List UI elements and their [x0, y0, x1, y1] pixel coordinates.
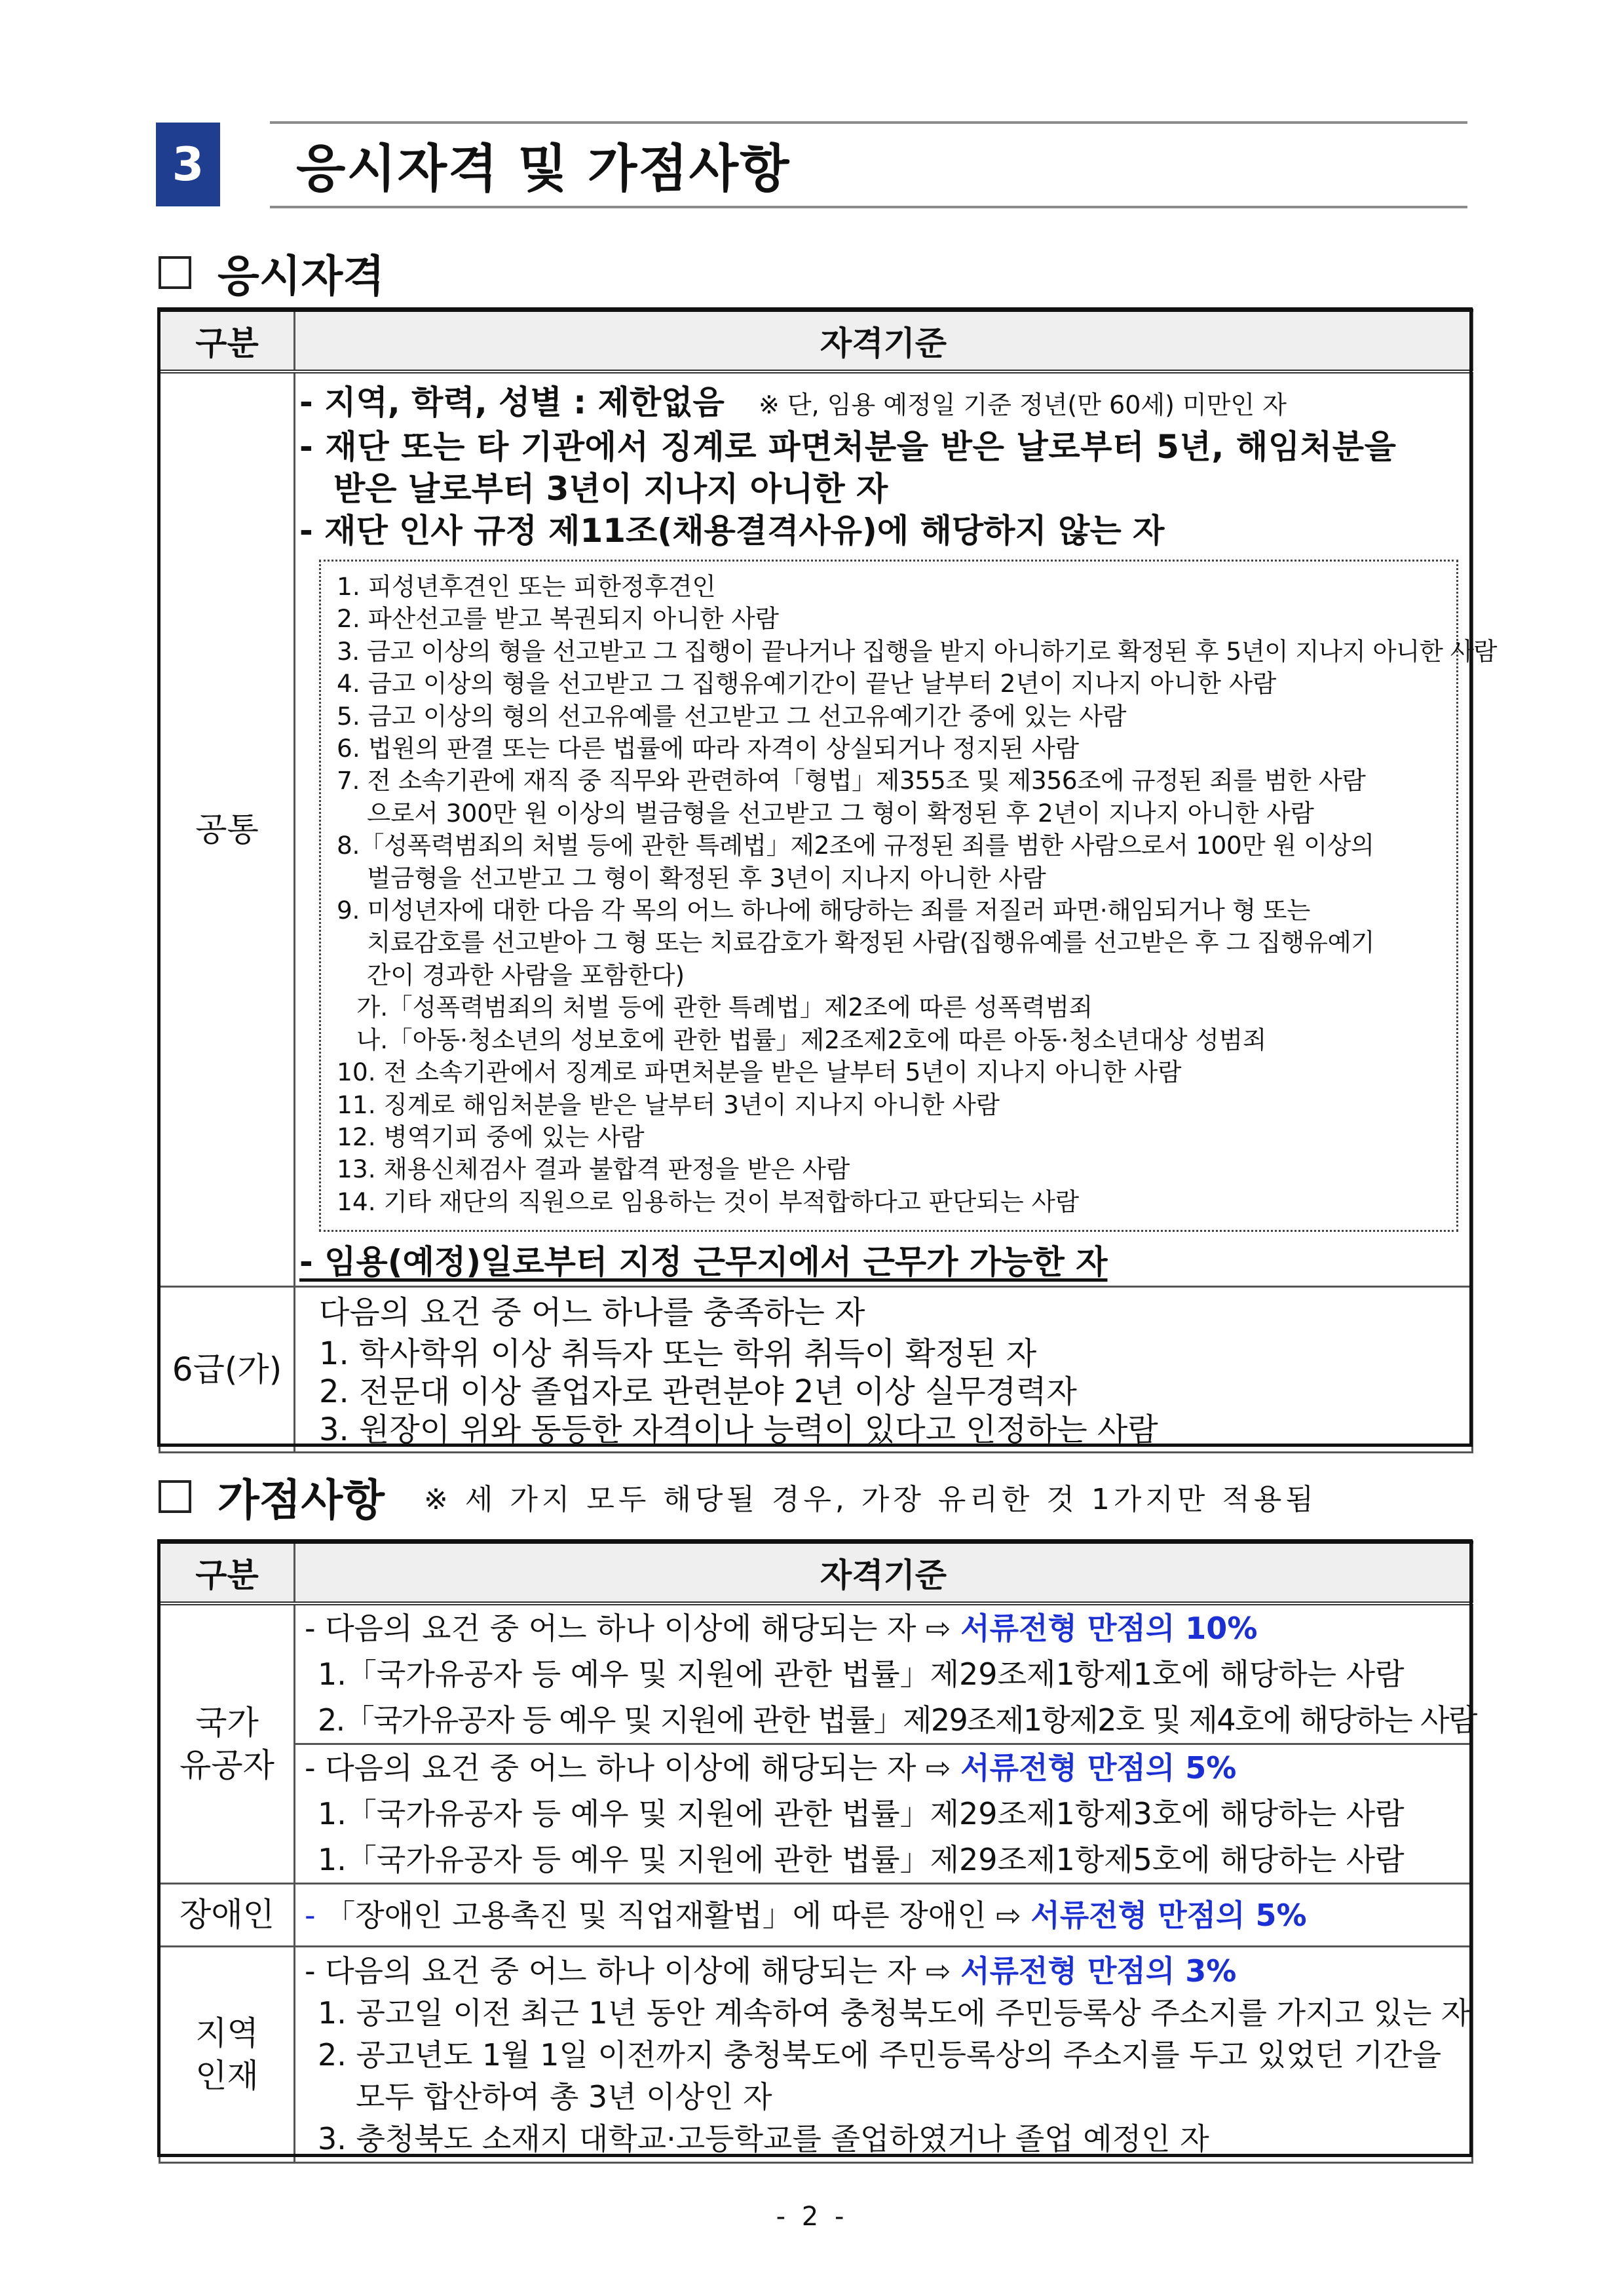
disq-item: 10. 전 소속기관에서 징계로 파면처분을 받은 날부터 5년이 지나지 아니한 사람 — [337, 1058, 1182, 1087]
common-criteria-cell — [295, 372, 1497, 1287]
merit-g2-item: 1.「국가유공자 등 예우 및 지원에 관한 법률」제29조제1항제5호에 해당하는 사람 — [318, 1842, 1405, 1877]
grade6-head: 다음의 요건 중 어느 하나를 충족하는 자 — [319, 1294, 865, 1331]
disq-subitem: 가.「성폭력범죄의 처벌 등에 관한 특례법」제2조에 따른 성폭력범죄 — [356, 993, 1093, 1022]
disq-item: 5. 금고 이상의 형의 선고유예를 선고받고 그 선고유예기간 중에 있는 사람 — [337, 701, 1127, 731]
disq-item-cont: 으로서 300만 원 이상의 벌금형을 선고받고 그 형이 확정된 후 2년이 지나지 아니한 사람 — [367, 798, 1314, 828]
qualification-table — [159, 309, 1497, 1453]
merit-criteria-cell — [295, 1603, 1477, 1884]
merit-label: 국가 유공자 — [160, 1603, 295, 1884]
checkbox-square-icon — [159, 256, 191, 289]
grade6-item: 2. 전문대 이상 졸업자로 관련분야 2년 이상 실무경력자 — [319, 1373, 1077, 1411]
disq-item: 11. 징계로 해임처분을 받은 날부터 3년이 지나지 아니한 사람 — [337, 1090, 1000, 1119]
grade6-item: 1. 학사학위 이상 취득자 또는 학위 취득이 확정된 자 — [319, 1335, 1037, 1373]
merit-g1-item: 2.「국가유공자 등 예우 및 지원에 관한 법률」제29조제1항제2호 및 제4호에 해당하는 사람 — [318, 1702, 1477, 1738]
bonus-note: ※ 세 가지 모두 해당될 경우, 가장 유리한 것 1가지만 적용됨 — [424, 1482, 1317, 1516]
regional-label: 지역 인재 — [160, 1947, 295, 2163]
regional-item: 3. 충청북도 소재지 대학교·고등학교를 졸업하였거나 졸업 예정인 자 — [318, 2120, 1209, 2156]
common-line-2a: - 재단 또는 타 기관에서 징계로 파면처분을 받은 날로부터 5년, 해임처분을 — [299, 428, 1397, 466]
disq-item: 3. 금고 이상의 형을 선고받고 그 집행이 끝나거나 집행을 받지 아니하기로 확정된 후 5년이 지나지 아니한 사람 — [337, 636, 1497, 666]
merit-g2-item: 1.「국가유공자 등 예우 및 지원에 관한 법률」제29조제1항제3호에 해당하는 사람 — [318, 1796, 1405, 1831]
disqualification-box — [319, 560, 1497, 1232]
regional-item-cont: 모두 합산하여 총 3년 이상인 자 — [356, 2078, 772, 2114]
section-rule-bottom — [270, 206, 1467, 208]
disq-item-cont: 간이 경과한 사람을 포함한다) — [367, 960, 685, 989]
bonus-col-criteria: 자격기준 — [295, 1542, 1473, 1604]
disq-item: 1. 피성년후견인 또는 피한정후견인 — [337, 572, 716, 601]
grade6-item: 3. 원장이 위와 동등한 자격이나 능력이 있다고 인정하는 사람 — [319, 1411, 1158, 1449]
disq-item: 8.「성폭력범죄의 처벌 등에 관한 특례법」제2조에 규정된 죄를 범한 사람으로서 100만 원 이상의 — [337, 831, 1374, 860]
qual-col-criteria: 자격기준 — [295, 311, 1473, 372]
grade6-label: 6급(가) — [160, 1287, 295, 1453]
section-number: 3 — [156, 123, 220, 206]
disq-item: 7. 전 소속기관에 재직 중 직무와 관련하여「형법」제355조 및 제356조에 규정된 죄를 범한 사람 — [337, 766, 1366, 795]
common-line-1: - 지역, 학력, 성별 : 제한없음 ※ 단, 임용 예정일 기준 정년(만 60세) 미만인 자 — [299, 383, 1287, 421]
disq-item-cont: 벌금형을 선고받고 그 형이 확정된 후 3년이 지나지 아니한 사람 — [367, 863, 1046, 892]
disq-subitem: 나.「아동·청소년의 성보호에 관한 법률」제2조제2호에 따른 아동·청소년대상 성범죄 — [356, 1025, 1267, 1054]
common-line-2b: 받은 날로부터 3년이 지나지 아니한 자 — [333, 470, 888, 508]
regional-points: 서류전형 만점의 3% — [960, 1953, 1237, 1989]
bonus-heading: 가점사항 — [217, 1475, 385, 1525]
disq-item: 14. 기타 재단의 직원으로 임용하는 것이 부적합하다고 판단되는 사람 — [337, 1187, 1080, 1216]
page-number: - 2 - — [776, 2202, 848, 2232]
section-title: 응시자격 및 가점사항 — [296, 140, 791, 199]
merit-g2-head: - 다음의 요건 중 어느 하나 이상에 해당되는 자 ⇨ 서류전형 만점의 5% — [305, 1750, 1237, 1786]
qual-col-category: 구분 — [160, 311, 295, 372]
disq-item: 4. 금고 이상의 형을 선고받고 그 집행유예기간이 끝난 날부터 2년이 지나지 아니한 사람 — [337, 669, 1277, 698]
disabled-dash: - — [305, 1897, 316, 1933]
disabled-label: 장애인 — [160, 1884, 295, 1947]
regional-head: - 다음의 요건 중 어느 하나 이상에 해당되는 자 ⇨ 서류전형 만점의 3% — [305, 1953, 1237, 1989]
common-label: 공통 — [160, 372, 295, 1287]
regional-criteria-cell — [295, 1947, 1473, 2163]
qualification-heading: 응시자격 — [217, 251, 385, 301]
disabled-criteria-cell — [295, 1884, 1473, 1947]
grade6-criteria-cell — [295, 1287, 1473, 1453]
merit-g1-points: 서류전형 만점의 10% — [960, 1611, 1258, 1646]
disq-item: 13. 채용신체검사 결과 불합격 판정을 받은 사람 — [337, 1155, 850, 1184]
common-line-3: - 재단 인사 규정 제11조(채용결격사유)에 해당하지 않는 자 — [299, 512, 1165, 550]
checkbox-square-icon — [159, 1480, 191, 1513]
regional-item: 2. 공고년도 1월 1일 이전까지 충청북도에 주민등록상의 주소지를 두고 있었던 기간을 — [318, 2037, 1442, 2073]
disabled-points: 서류전형 만점의 5% — [1030, 1897, 1307, 1933]
disq-item: 2. 파산선고를 받고 복권되지 아니한 사람 — [337, 604, 779, 634]
bonus-table — [159, 1540, 1477, 2164]
bonus-heading-row — [159, 1465, 1317, 1527]
age-note: ※ 단, 임용 예정일 기준 정년(만 60세) 미만인 자 — [759, 391, 1287, 419]
merit-g1-head: - 다음의 요건 중 어느 하나 이상에 해당되는 자 ⇨ 서류전형 만점의 10% — [305, 1611, 1258, 1646]
disq-item-cont: 치료감호를 선고받아 그 형 또는 치료감호가 확정된 사람(집행유예를 선고받은 후 그 집행유예기 — [367, 928, 1375, 957]
qualification-heading-row — [159, 241, 385, 303]
merit-g2-points: 서류전형 만점의 5% — [960, 1750, 1237, 1786]
disq-item: 6. 법원의 판결 또는 다른 법률에 따라 자격이 상실되거나 정지된 사람 — [337, 734, 1080, 763]
bonus-col-category: 구분 — [160, 1542, 295, 1604]
section-rule-top — [270, 121, 1467, 124]
disabled-line: - 「장애인 고용촉진 및 직업재활법」에 따른 장애인 ⇨ 서류전형 만점의 5% — [305, 1897, 1307, 1933]
disq-item: 12. 병역기피 중에 있는 사람 — [337, 1122, 645, 1151]
disq-item: 9. 미성년자에 대한 다음 각 목의 어느 하나에 해당하는 죄를 저질러 파면·해임되거나 형 또는 — [337, 896, 1310, 925]
common-line-4: - 임용(예정)일로부터 지정 근무지에서 근무가 가능한 자 — [299, 1243, 1108, 1282]
regional-item: 1. 공고일 이전 최근 1년 동안 계속하여 충청북도에 주민등록상 주소지를 가지고 있는 자 — [318, 1995, 1471, 2031]
merit-g1-item: 1.「국가유공자 등 예우 및 지원에 관한 법률」제29조제1항제1호에 해당하는 사람 — [318, 1656, 1405, 1692]
